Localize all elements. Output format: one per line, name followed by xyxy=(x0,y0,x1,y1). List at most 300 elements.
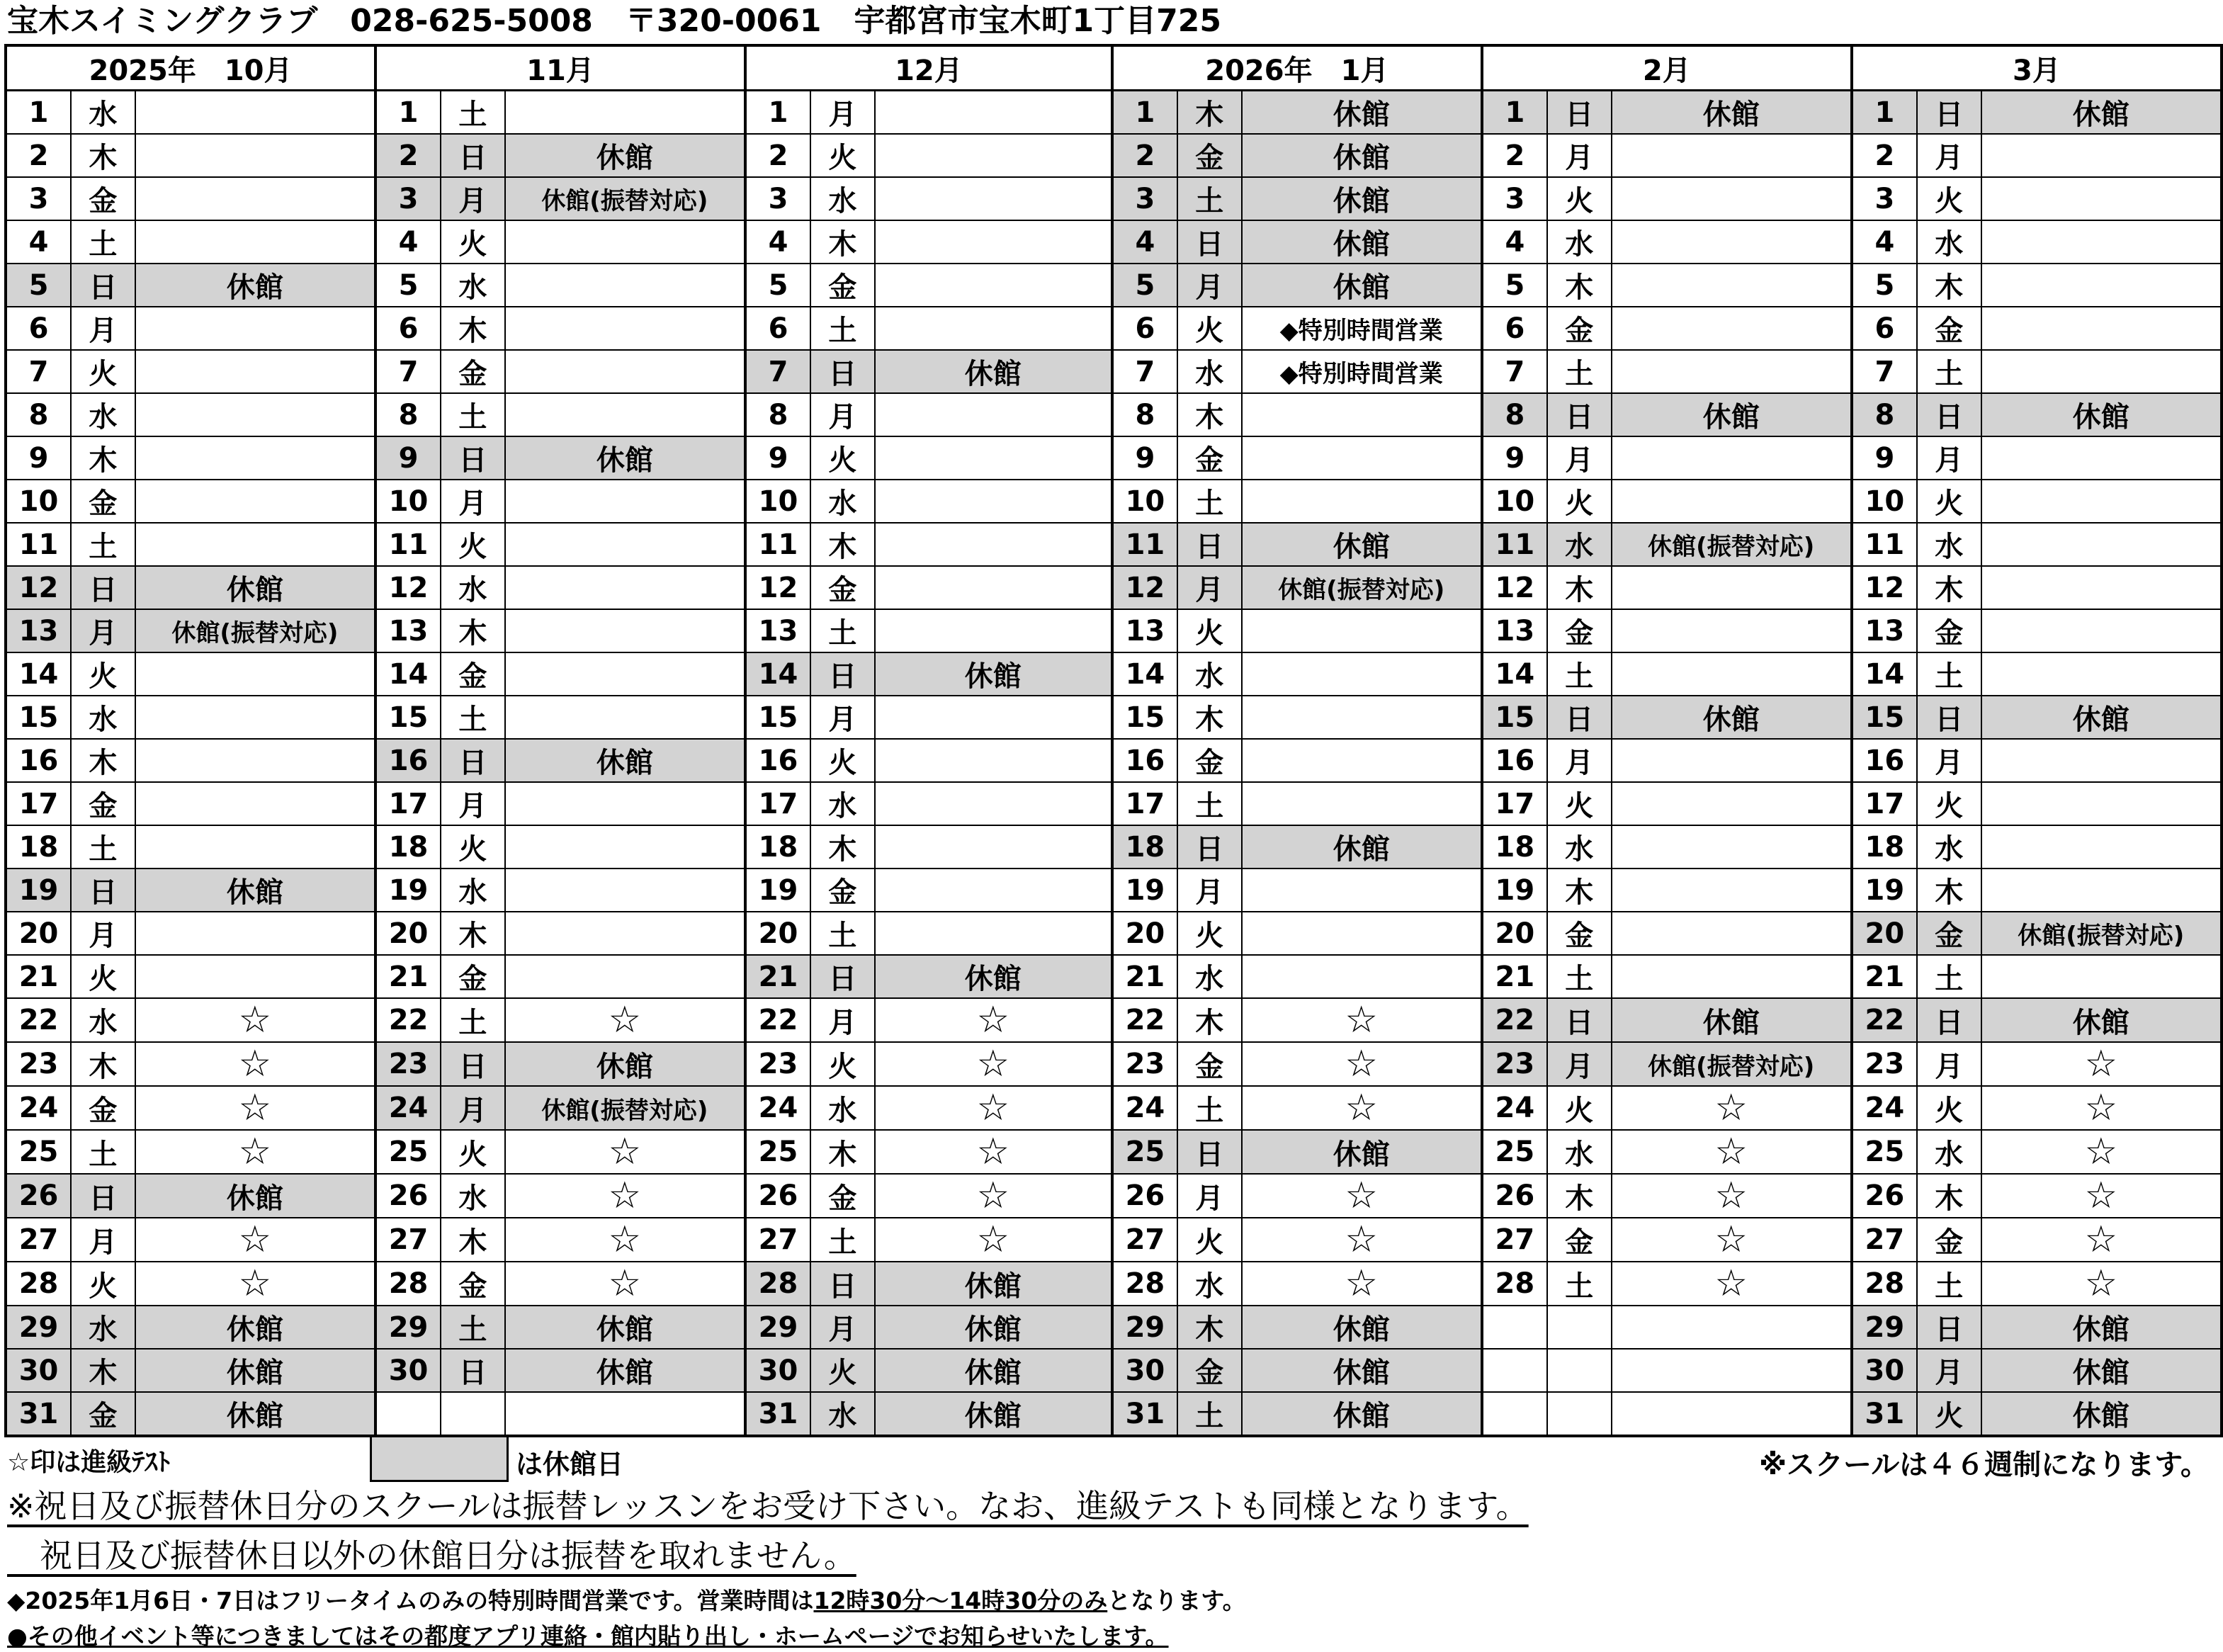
day-note: ☆ xyxy=(875,998,1112,1042)
day-note xyxy=(1242,869,1482,912)
day-number: 29 xyxy=(1112,1306,1177,1349)
day-number: 15 xyxy=(1482,696,1547,739)
day-note xyxy=(875,393,1112,436)
weekday: 日 xyxy=(1177,523,1242,566)
weekday: 日 xyxy=(441,739,505,782)
weekday: 土 xyxy=(1917,350,1981,393)
day-note xyxy=(135,912,375,955)
day-note xyxy=(1981,480,2222,523)
day-number: 30 xyxy=(1112,1349,1177,1392)
day-note: 休館 xyxy=(505,739,745,782)
day-number: 14 xyxy=(745,652,810,696)
day-note: 休館 xyxy=(135,869,375,912)
weekday: 火 xyxy=(71,1262,135,1306)
weekday: 水 xyxy=(1917,523,1981,566)
day-note xyxy=(1612,652,1852,696)
weekday: 木 xyxy=(71,1349,135,1392)
weekday: 土 xyxy=(810,1218,875,1262)
day-number: 10 xyxy=(745,480,810,523)
weekday: 金 xyxy=(1177,134,1242,177)
month-title: 11月 xyxy=(375,45,745,91)
day-number: 20 xyxy=(6,912,71,955)
weekday: 水 xyxy=(1547,825,1612,869)
calendar-row xyxy=(6,1392,2222,1436)
day-number: 7 xyxy=(1112,350,1177,393)
day-note: ☆ xyxy=(135,998,375,1042)
day-number: 31 xyxy=(6,1392,71,1436)
day-note: ☆ xyxy=(1242,998,1482,1042)
calendar-row xyxy=(6,1262,2222,1306)
weekday: 火 xyxy=(1917,1392,1981,1436)
day-note xyxy=(875,609,1112,652)
weekday: 日 xyxy=(1547,696,1612,739)
day-number: 31 xyxy=(745,1392,810,1436)
day-note: 休館 xyxy=(875,652,1112,696)
month-title: 12月 xyxy=(745,45,1112,91)
weekday: 火 xyxy=(1917,782,1981,825)
weekday: 日 xyxy=(1547,91,1612,135)
weekday: 水 xyxy=(71,998,135,1042)
day-note: 休館(振替対応) xyxy=(1612,523,1852,566)
calendar-row xyxy=(6,825,2222,869)
day-number: 5 xyxy=(1482,264,1547,307)
weekday: 土 xyxy=(810,307,875,350)
day-number: 23 xyxy=(1852,1042,1917,1086)
day-note xyxy=(1612,436,1852,480)
day-number: 6 xyxy=(1852,307,1917,350)
day-note xyxy=(1981,177,2222,220)
day-note xyxy=(875,480,1112,523)
weekday: 木 xyxy=(1917,566,1981,609)
weekday: 水 xyxy=(441,264,505,307)
calendar-row xyxy=(6,566,2222,609)
day-number: 10 xyxy=(375,480,441,523)
day-note xyxy=(1612,264,1852,307)
weekday: 水 xyxy=(1177,350,1242,393)
day-number: 12 xyxy=(6,566,71,609)
calendar-row xyxy=(6,912,2222,955)
weekday: 火 xyxy=(1177,1218,1242,1262)
day-note: 休館(振替対応) xyxy=(1242,566,1482,609)
weekday xyxy=(1547,1392,1612,1436)
day-note: ☆ xyxy=(875,1042,1112,1086)
day-number: 10 xyxy=(1482,480,1547,523)
day-number: 8 xyxy=(1482,393,1547,436)
day-number: 27 xyxy=(1482,1218,1547,1262)
weekday: 金 xyxy=(1177,1349,1242,1392)
calendar-row xyxy=(6,307,2222,350)
day-note xyxy=(505,912,745,955)
day-note: ☆ xyxy=(1242,1086,1482,1130)
day-number: 11 xyxy=(1482,523,1547,566)
day-note: 休館 xyxy=(875,350,1112,393)
weekday: 火 xyxy=(1547,782,1612,825)
weekday: 木 xyxy=(810,825,875,869)
day-note xyxy=(505,869,745,912)
calendar-row xyxy=(6,739,2222,782)
day-note: 休館(振替対応) xyxy=(135,609,375,652)
day-note: ☆ xyxy=(135,1262,375,1306)
day-note xyxy=(1612,134,1852,177)
day-number: 1 xyxy=(1482,91,1547,135)
calendar-row xyxy=(6,480,2222,523)
day-number: 16 xyxy=(1852,739,1917,782)
day-number: 3 xyxy=(1852,177,1917,220)
weekday: 金 xyxy=(441,652,505,696)
day-number: 28 xyxy=(375,1262,441,1306)
weekday: 火 xyxy=(441,825,505,869)
day-number: 2 xyxy=(745,134,810,177)
day-note xyxy=(505,480,745,523)
special-hours-time: 12時30分～14時30分のみ xyxy=(813,1587,1108,1614)
footnote-special-hours xyxy=(7,1583,1246,1616)
day-note: 休館 xyxy=(135,1392,375,1436)
calendar-row xyxy=(6,1130,2222,1174)
day-number: 14 xyxy=(1112,652,1177,696)
day-note: ☆ xyxy=(135,1086,375,1130)
day-note xyxy=(135,134,375,177)
day-number: 17 xyxy=(1852,782,1917,825)
address: 宇都宮市宝木町1丁目725 xyxy=(854,3,1221,39)
day-note xyxy=(135,480,375,523)
weekday: 金 xyxy=(810,869,875,912)
day-note xyxy=(1242,480,1482,523)
calendar-row xyxy=(6,1086,2222,1130)
calendar-row xyxy=(6,1174,2222,1218)
day-note: ☆ xyxy=(505,1130,745,1174)
day-number: 24 xyxy=(375,1086,441,1130)
weekday: 金 xyxy=(1177,1042,1242,1086)
weekday: 水 xyxy=(441,1174,505,1218)
day-number: 18 xyxy=(6,825,71,869)
day-number: 7 xyxy=(6,350,71,393)
day-number: 10 xyxy=(1852,480,1917,523)
calendar-row xyxy=(6,869,2222,912)
day-number: 2 xyxy=(1112,134,1177,177)
weekday: 木 xyxy=(1177,393,1242,436)
weekday: 木 xyxy=(810,523,875,566)
day-note: 休館 xyxy=(1242,1130,1482,1174)
day-note: ☆ xyxy=(1981,1086,2222,1130)
day-number: 5 xyxy=(375,264,441,307)
day-note xyxy=(135,825,375,869)
day-note: 休館 xyxy=(1242,523,1482,566)
day-note xyxy=(875,134,1112,177)
day-number: 2 xyxy=(1852,134,1917,177)
day-number: 2 xyxy=(6,134,71,177)
day-note: 休館 xyxy=(135,264,375,307)
day-number: 30 xyxy=(375,1349,441,1392)
day-number: 20 xyxy=(1852,912,1917,955)
weekday: 土 xyxy=(810,912,875,955)
day-note: 休館 xyxy=(1981,1392,2222,1436)
day-note xyxy=(875,91,1112,135)
day-note xyxy=(505,782,745,825)
weekday: 月 xyxy=(441,177,505,220)
day-note: 休館 xyxy=(875,1262,1112,1306)
weekday: 火 xyxy=(1917,480,1981,523)
weekday: 火 xyxy=(1177,912,1242,955)
day-note: 休館 xyxy=(1242,134,1482,177)
weekday: 月 xyxy=(1177,869,1242,912)
day-note xyxy=(1981,220,2222,264)
closed-day-swatch xyxy=(370,1435,509,1482)
day-note xyxy=(1612,912,1852,955)
weekday: 月 xyxy=(1547,436,1612,480)
day-note: ☆ xyxy=(875,1174,1112,1218)
weekday: 日 xyxy=(1917,91,1981,135)
day-note xyxy=(875,825,1112,869)
day-note: 休館 xyxy=(1242,91,1482,135)
special-hours-pre: ◆2025年1月6日・7日はフリータイムのみの特別時間営業です。営業時間は xyxy=(7,1587,814,1614)
weekday: 水 xyxy=(810,1392,875,1436)
weekday: 日 xyxy=(71,566,135,609)
weekday: 水 xyxy=(1547,523,1612,566)
day-note xyxy=(875,523,1112,566)
weekday: 日 xyxy=(441,1042,505,1086)
day-note xyxy=(135,307,375,350)
day-number: 7 xyxy=(375,350,441,393)
day-note xyxy=(1242,782,1482,825)
day-note: ☆ xyxy=(1981,1042,2222,1086)
weekday: 土 xyxy=(1917,652,1981,696)
day-number: 27 xyxy=(745,1218,810,1262)
weekday: 金 xyxy=(1917,1218,1981,1262)
day-number: 3 xyxy=(6,177,71,220)
weekday: 金 xyxy=(441,955,505,998)
day-number: 24 xyxy=(6,1086,71,1130)
weekday: 月 xyxy=(441,1086,505,1130)
day-number: 25 xyxy=(1852,1130,1917,1174)
day-note: ☆ xyxy=(505,1174,745,1218)
day-note xyxy=(875,264,1112,307)
day-note xyxy=(505,566,745,609)
weekday: 水 xyxy=(810,1086,875,1130)
day-note xyxy=(505,91,745,135)
weekday: 水 xyxy=(1177,955,1242,998)
day-note: ☆ xyxy=(1981,1130,2222,1174)
day-note: 休館 xyxy=(1981,1349,2222,1392)
day-number: 17 xyxy=(1112,782,1177,825)
weekday: 日 xyxy=(1917,696,1981,739)
day-number: 5 xyxy=(1112,264,1177,307)
day-number: 6 xyxy=(1482,307,1547,350)
weekday: 火 xyxy=(441,1130,505,1174)
day-number: 9 xyxy=(1852,436,1917,480)
weekday: 月 xyxy=(1917,436,1981,480)
weekday: 月 xyxy=(1547,1042,1612,1086)
day-number: 6 xyxy=(375,307,441,350)
weekday: 木 xyxy=(1547,264,1612,307)
day-number: 18 xyxy=(1112,825,1177,869)
day-note xyxy=(1981,523,2222,566)
weekday: 金 xyxy=(1547,912,1612,955)
calendar-row xyxy=(6,1218,2222,1262)
day-note xyxy=(505,220,745,264)
day-note xyxy=(1612,566,1852,609)
weekday: 金 xyxy=(1917,609,1981,652)
weeks-note: ※スクールは４６週制になります。 xyxy=(1759,1449,2209,1481)
footnote-no-makeup: 祝日及び振替休日以外の休館日分は振替を取れません。 xyxy=(7,1537,856,1575)
day-number: 21 xyxy=(6,955,71,998)
day-number: 29 xyxy=(375,1306,441,1349)
day-number: 21 xyxy=(1482,955,1547,998)
day-number: 6 xyxy=(1112,307,1177,350)
weekday: 木 xyxy=(441,912,505,955)
weekday: 火 xyxy=(1917,1086,1981,1130)
day-note xyxy=(875,220,1112,264)
weekday: 水 xyxy=(71,1306,135,1349)
calendar-row xyxy=(6,1306,2222,1349)
day-number: 19 xyxy=(375,869,441,912)
weekday: 火 xyxy=(1547,480,1612,523)
weekday: 日 xyxy=(441,134,505,177)
weekday: 金 xyxy=(1177,436,1242,480)
day-number: 30 xyxy=(6,1349,71,1392)
day-number: 26 xyxy=(1482,1174,1547,1218)
weekday: 月 xyxy=(1917,1042,1981,1086)
day-note: 休館 xyxy=(135,1349,375,1392)
day-number: 16 xyxy=(6,739,71,782)
weekday: 月 xyxy=(810,393,875,436)
day-note xyxy=(1242,955,1482,998)
weekday: 金 xyxy=(71,177,135,220)
day-number: 25 xyxy=(6,1130,71,1174)
weekday: 水 xyxy=(1177,1262,1242,1306)
weekday: 金 xyxy=(1177,739,1242,782)
weekday: 木 xyxy=(810,1130,875,1174)
day-note: ☆ xyxy=(505,1262,745,1306)
month-header-row xyxy=(6,45,2222,91)
weekday: 火 xyxy=(1547,177,1612,220)
day-note: 休館(振替対応) xyxy=(1612,1042,1852,1086)
weekday: 土 xyxy=(71,825,135,869)
phone-number: 028-625-5008 xyxy=(350,3,593,39)
weekday: 火 xyxy=(1917,177,1981,220)
day-number: 27 xyxy=(375,1218,441,1262)
day-note xyxy=(1242,609,1482,652)
weekday: 金 xyxy=(441,1262,505,1306)
day-note: 休館 xyxy=(1981,393,2222,436)
day-note: ☆ xyxy=(1981,1262,2222,1306)
day-number: 18 xyxy=(375,825,441,869)
weekday: 日 xyxy=(71,264,135,307)
calendar-row xyxy=(6,998,2222,1042)
day-note: ☆ xyxy=(1981,1218,2222,1262)
weekday: 日 xyxy=(71,1174,135,1218)
day-number: 1 xyxy=(375,91,441,135)
weekday: 木 xyxy=(1177,1306,1242,1349)
day-note xyxy=(1981,307,2222,350)
weekday: 金 xyxy=(71,480,135,523)
day-note: 休館 xyxy=(1242,264,1482,307)
day-number: 22 xyxy=(1112,998,1177,1042)
day-number: 8 xyxy=(745,393,810,436)
weekday: 月 xyxy=(1177,264,1242,307)
day-note: 休館 xyxy=(1981,91,2222,135)
day-number: 22 xyxy=(6,998,71,1042)
day-number: 9 xyxy=(6,436,71,480)
day-number: 27 xyxy=(1852,1218,1917,1262)
day-number: 26 xyxy=(1852,1174,1917,1218)
weekday: 月 xyxy=(1917,1349,1981,1392)
weekday: 日 xyxy=(1177,825,1242,869)
special-hours-post: となります。 xyxy=(1107,1587,1246,1614)
day-number: 13 xyxy=(1112,609,1177,652)
weekday: 月 xyxy=(810,91,875,135)
weekday: 火 xyxy=(1177,609,1242,652)
day-number: 8 xyxy=(1112,393,1177,436)
day-number: 16 xyxy=(745,739,810,782)
day-note xyxy=(505,393,745,436)
day-number: 30 xyxy=(745,1349,810,1392)
day-number: 25 xyxy=(1112,1130,1177,1174)
day-note: 休館 xyxy=(505,436,745,480)
day-number: 26 xyxy=(1112,1174,1177,1218)
day-number: 26 xyxy=(745,1174,810,1218)
day-note xyxy=(875,912,1112,955)
day-number: 19 xyxy=(1852,869,1917,912)
day-note xyxy=(1981,739,2222,782)
day-note xyxy=(135,436,375,480)
day-number: 24 xyxy=(1112,1086,1177,1130)
day-number: 23 xyxy=(745,1042,810,1086)
weekday: 水 xyxy=(1547,220,1612,264)
day-note: 休館 xyxy=(1242,177,1482,220)
day-note: 休館 xyxy=(505,134,745,177)
weekday: 木 xyxy=(1177,91,1242,135)
day-number: 8 xyxy=(1852,393,1917,436)
day-number: 11 xyxy=(1852,523,1917,566)
day-note: 休館 xyxy=(505,1349,745,1392)
weekday: 木 xyxy=(1547,566,1612,609)
day-note xyxy=(1612,825,1852,869)
weekday: 日 xyxy=(1547,998,1612,1042)
day-note: 休館 xyxy=(135,566,375,609)
day-number: 25 xyxy=(375,1130,441,1174)
day-note xyxy=(1981,264,2222,307)
day-number: 20 xyxy=(745,912,810,955)
calendar-row xyxy=(6,393,2222,436)
weekday xyxy=(441,1392,505,1436)
day-note xyxy=(135,393,375,436)
day-note: 休館 xyxy=(1242,1349,1482,1392)
day-number: 10 xyxy=(1112,480,1177,523)
day-note: 休館 xyxy=(1612,91,1852,135)
weekday: 日 xyxy=(1917,393,1981,436)
weekday: 火 xyxy=(71,652,135,696)
day-number: 28 xyxy=(745,1262,810,1306)
weekday: 火 xyxy=(1177,307,1242,350)
day-number: 11 xyxy=(745,523,810,566)
weekday: 木 xyxy=(1547,869,1612,912)
day-number: 23 xyxy=(6,1042,71,1086)
weekday: 土 xyxy=(1917,1262,1981,1306)
day-number: 18 xyxy=(1852,825,1917,869)
day-number: 5 xyxy=(745,264,810,307)
day-note: ☆ xyxy=(1242,1174,1482,1218)
day-note: 休館 xyxy=(1612,998,1852,1042)
day-number: 14 xyxy=(375,652,441,696)
day-number xyxy=(1482,1349,1547,1392)
day-note xyxy=(1612,955,1852,998)
day-number: 21 xyxy=(375,955,441,998)
day-note xyxy=(875,869,1112,912)
day-number: 4 xyxy=(745,220,810,264)
day-note: 休館(振替対応) xyxy=(505,177,745,220)
day-number: 7 xyxy=(1482,350,1547,393)
weekday: 月 xyxy=(810,1306,875,1349)
